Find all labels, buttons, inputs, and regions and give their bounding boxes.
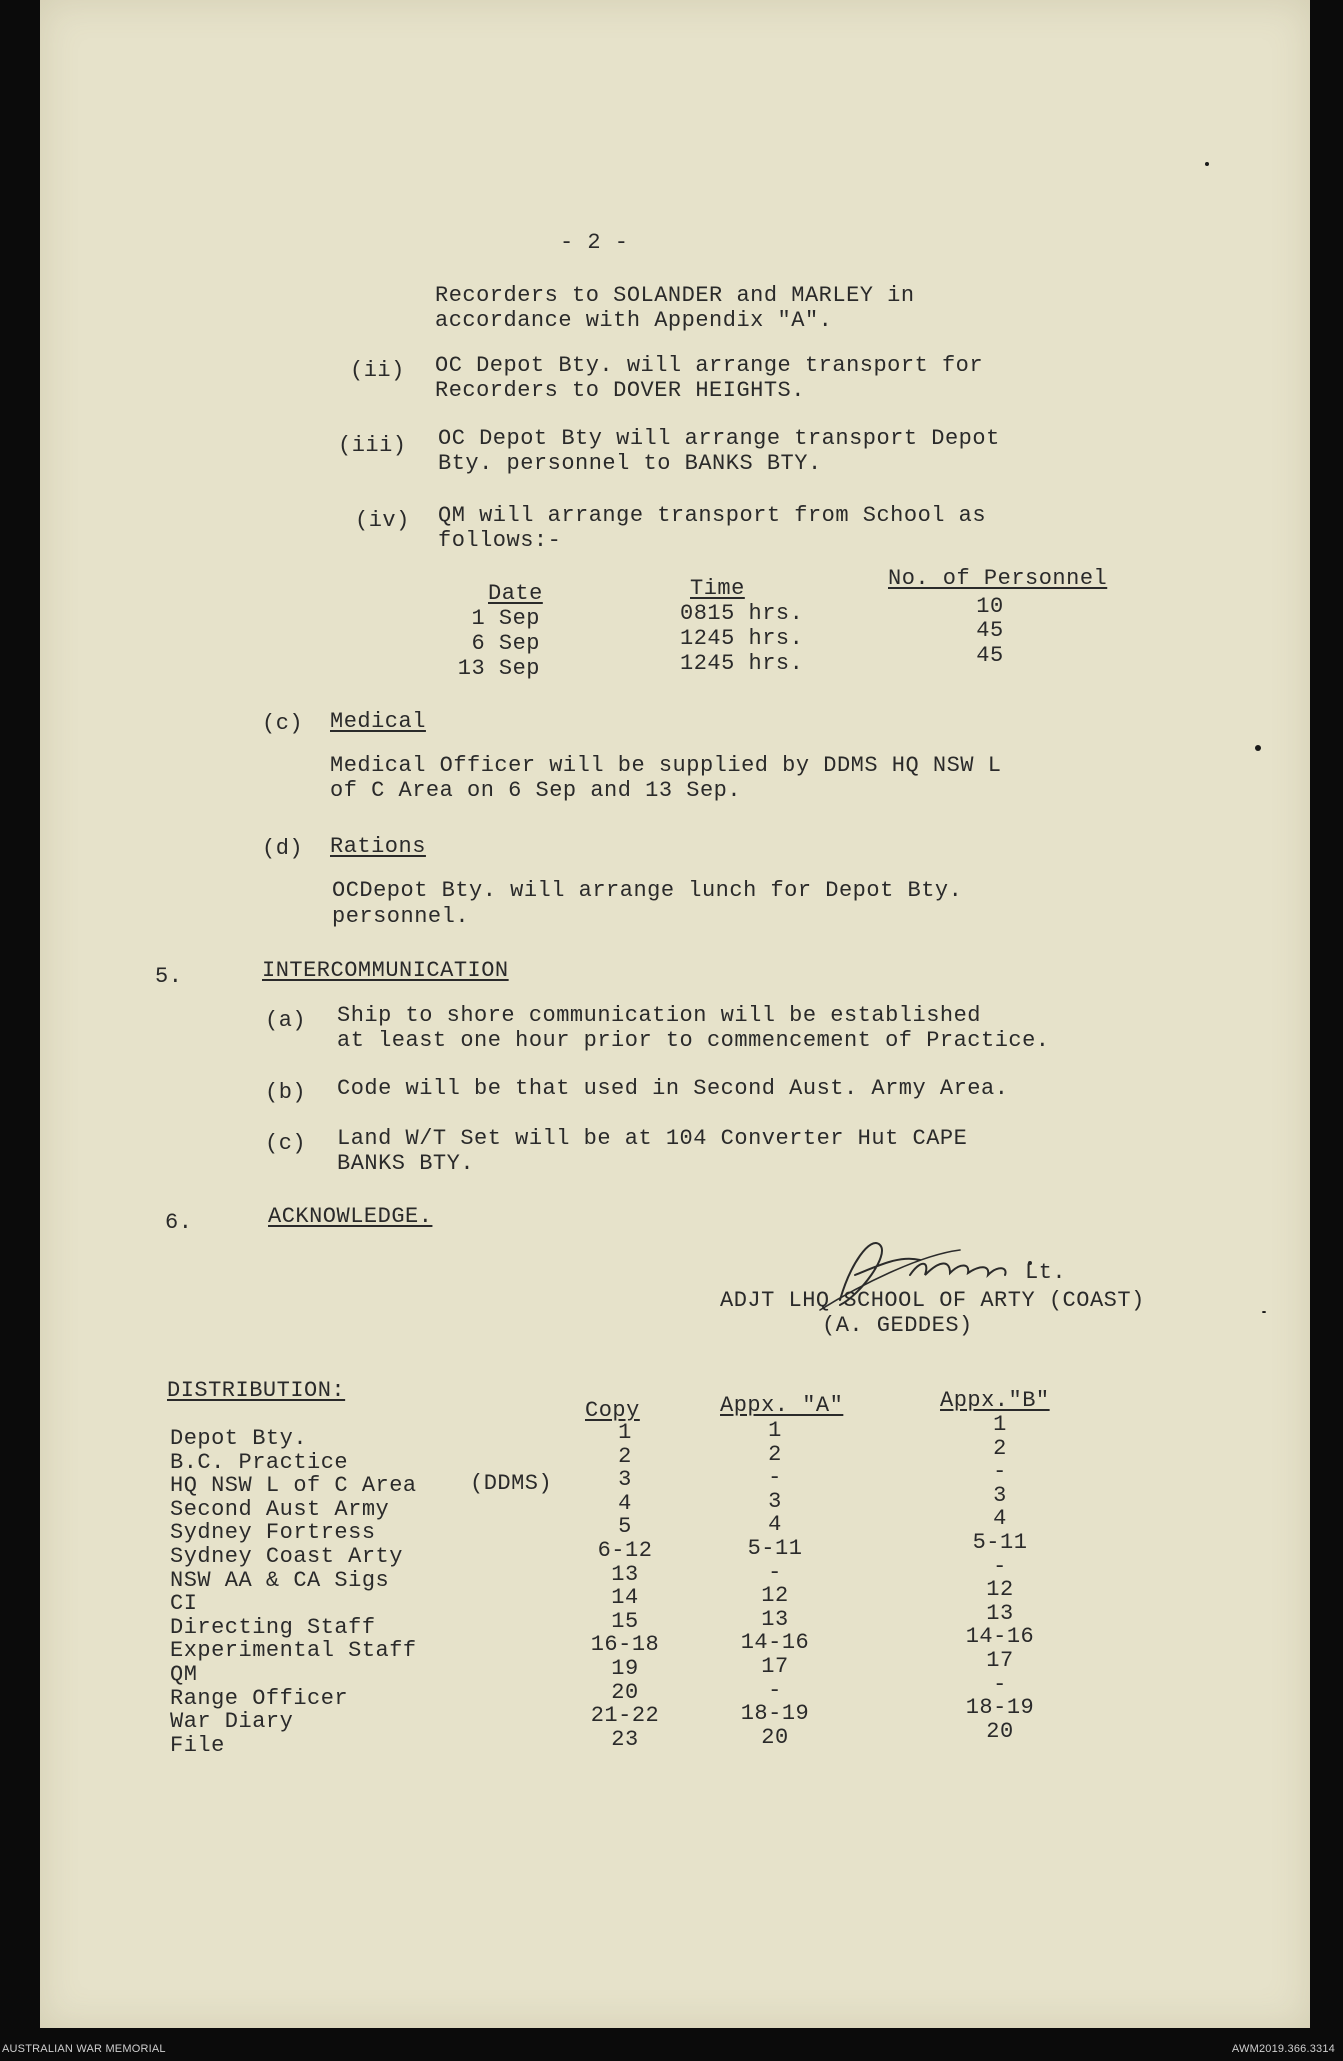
medical-heading: Medical: [330, 709, 426, 734]
transport-row-1-personnel: 10: [976, 594, 1004, 619]
transport-row-3-time: 1245 hrs.: [680, 651, 804, 676]
distribution-row-copy: 4: [618, 1490, 632, 1516]
item-iii-number: (iii): [338, 433, 407, 458]
distribution-row-appx-b: 3: [993, 1482, 1007, 1508]
rations-line-2: personnel.: [332, 904, 470, 929]
distribution-row-copy: 13: [611, 1561, 639, 1587]
distribution-row-copy: 3: [618, 1467, 632, 1493]
distribution-row-copy: 2: [618, 1443, 632, 1469]
distribution-row-name: Directing Staff: [170, 1614, 376, 1640]
distribution-row-appx-a: 1: [768, 1418, 782, 1443]
distribution-row-name: Sydney Fortress: [170, 1520, 376, 1546]
signature-title: ADJT LHQ SCHOOL OF ARTY (COAST): [720, 1288, 1145, 1313]
distribution-row-name: NSW AA & CA Sigs: [170, 1567, 390, 1593]
section-5b-label: (b): [265, 1080, 307, 1105]
distribution-row-name: File: [170, 1732, 225, 1758]
distribution-row-copy: 6-12: [597, 1538, 653, 1563]
medical-line-2: of C Area on 6 Sep and 13 Sep.: [330, 778, 742, 803]
transport-header-time: Time: [690, 576, 745, 601]
medical-line-1: Medical Officer will be supplied by DDMS HQ NSW L: [330, 753, 1002, 778]
distribution-row-name: Depot Bty.: [170, 1426, 308, 1451]
distribution-row-appx-a: 14-16: [740, 1630, 810, 1656]
transport-header-date: Date: [488, 581, 543, 606]
distribution-row-appx-b: -: [993, 1459, 1007, 1485]
paper-speck: [1205, 162, 1209, 166]
page-number: - 2 -: [560, 230, 629, 255]
distribution-row-appx-a: -: [768, 1465, 782, 1491]
continued-line-2: accordance with Appendix "A".: [435, 308, 833, 333]
distribution-row-name: QM: [170, 1662, 198, 1687]
distribution-row-name: Range Officer: [170, 1685, 349, 1711]
section-6-number: 6.: [165, 1210, 193, 1235]
distribution-row-copy: 21-22: [590, 1703, 660, 1729]
transport-row-3-personnel: 45: [976, 643, 1004, 668]
distribution-row-appx-a: 2: [768, 1441, 782, 1467]
distribution-row-appx-a: 20: [761, 1724, 789, 1750]
section-5a-label: (a): [265, 1008, 307, 1033]
item-iii-line-1: OC Depot Bty will arrange transport Depot: [438, 426, 1000, 451]
distribution-row-appx-b: 20: [986, 1718, 1014, 1744]
distribution-row-appx-b: 5-11: [972, 1530, 1028, 1555]
distribution-row-name: Second Aust Army: [170, 1496, 390, 1522]
distribution-row-note: (DDMS): [470, 1471, 553, 1497]
distribution-row-appx-a: 18-19: [740, 1701, 810, 1727]
distribution-row-name: CI: [170, 1591, 198, 1617]
section-5b-line-1: Code will be that used in Second Aust. Army Area.: [337, 1076, 1009, 1101]
distribution-row-appx-a: 12: [761, 1583, 789, 1609]
item-ii-line-2: Recorders to DOVER HEIGHTS.: [435, 378, 805, 403]
paper-speck: [1262, 1311, 1266, 1313]
transport-header-personnel: No. of Personnel: [888, 566, 1108, 591]
item-ii-number: (ii): [350, 358, 405, 383]
continued-line-1: Recorders to SOLANDER and MARLEY in: [435, 283, 915, 308]
distribution-row-appx-a: 4: [768, 1512, 782, 1538]
transport-row-2-time: 1245 hrs.: [680, 626, 804, 651]
item-iv-number: (iv): [355, 508, 410, 533]
transport-row-2-date: 6 Sep: [471, 631, 540, 656]
transport-row-1-time: 0815 hrs.: [680, 601, 804, 626]
distribution-row-name: Sydney Coast Arty: [170, 1544, 403, 1569]
distribution-row-appx-a: 3: [768, 1488, 782, 1514]
distribution-row-appx-b: 18-19: [965, 1695, 1035, 1721]
distribution-row-appx-a: 17: [761, 1654, 789, 1679]
distribution-row-copy: 23: [611, 1726, 639, 1752]
section-6-heading: ACKNOWLEDGE.: [268, 1204, 433, 1229]
section-5c-line-1: Land W/T Set will be at 104 Converter Hut CAPE: [337, 1126, 968, 1151]
distribution-row-appx-a: 13: [761, 1606, 789, 1632]
distribution-row-copy: 14: [611, 1585, 639, 1611]
section-5-number: 5.: [155, 964, 183, 989]
distribution-row-copy: 1: [618, 1420, 632, 1445]
footer-accession-number: AWM2019.366.3314: [1231, 2043, 1335, 2055]
rations-label: (d): [262, 836, 304, 861]
rations-line-1: OCDepot Bty. will arrange lunch for Depot Bty.: [332, 878, 963, 903]
distribution-row-appx-a: 5-11: [747, 1536, 803, 1561]
item-ii-line-1: OC Depot Bty. will arrange transport for: [435, 353, 984, 378]
transport-row-1-date: 1 Sep: [471, 606, 540, 631]
section-5-heading: INTERCOMMUNICATION: [262, 958, 509, 983]
distribution-row-appx-a: -: [768, 1677, 782, 1703]
rations-heading: Rations: [330, 834, 426, 859]
distribution-row-name: B.C. Practice: [170, 1449, 349, 1475]
medical-label: (c): [262, 711, 304, 736]
signature-name: (A. GEDDES): [822, 1313, 973, 1338]
distribution-row-name: War Diary: [170, 1709, 294, 1735]
footer-credit: AUSTRALIAN WAR MEMORIAL: [2, 2043, 166, 2055]
distribution-row-copy: 5: [618, 1514, 632, 1540]
transport-row-2-personnel: 45: [976, 618, 1004, 643]
distribution-row-appx-b: 17: [986, 1648, 1014, 1673]
distribution-row-copy: 19: [611, 1656, 639, 1681]
distribution-row-copy: 20: [611, 1679, 639, 1705]
distribution-row-appx-b: -: [993, 1553, 1007, 1579]
distribution-row-name: HQ NSW L of C Area: [170, 1473, 417, 1499]
section-5c-label: (c): [265, 1131, 307, 1156]
item-iv-line-1: QM will arrange transport from School as: [438, 503, 987, 528]
item-iv-line-2: follows:-: [438, 528, 562, 553]
distribution-row-appx-b: 13: [986, 1600, 1014, 1626]
distribution-row-copy: 16-18: [590, 1632, 660, 1658]
distribution-row-name: Experimental Staff: [170, 1638, 417, 1664]
distribution-row-copy: 15: [611, 1608, 639, 1634]
distribution-row-appx-b: 1: [993, 1412, 1007, 1437]
paper-speck: [1255, 745, 1261, 751]
distribution-heading: DISTRIBUTION:: [167, 1378, 346, 1403]
distribution-header-appx-a: Appx. "A": [720, 1393, 844, 1418]
distribution-row-appx-b: 14-16: [965, 1624, 1035, 1650]
distribution-row-appx-b: -: [993, 1671, 1007, 1697]
document-page: [40, 0, 1310, 2028]
distribution-header-copy: Copy: [585, 1398, 640, 1423]
section-5a-line-2: at least one hour prior to commencement of Practice.: [337, 1028, 1050, 1053]
distribution-row-appx-b: 4: [993, 1506, 1007, 1532]
transport-row-3-date: 13 Sep: [457, 656, 540, 681]
section-5a-line-1: Ship to shore communication will be established: [337, 1003, 982, 1028]
distribution-row-appx-b: 12: [986, 1577, 1014, 1603]
section-5c-line-2: BANKS BTY.: [337, 1151, 475, 1176]
signature-rank: Lt.: [1025, 1260, 1067, 1285]
distribution-row-appx-b: 2: [993, 1435, 1007, 1461]
item-iii-line-2: Bty. personnel to BANKS BTY.: [438, 451, 822, 476]
distribution-row-appx-a: -: [768, 1559, 782, 1585]
distribution-header-appx-b: Appx."B": [940, 1388, 1050, 1413]
